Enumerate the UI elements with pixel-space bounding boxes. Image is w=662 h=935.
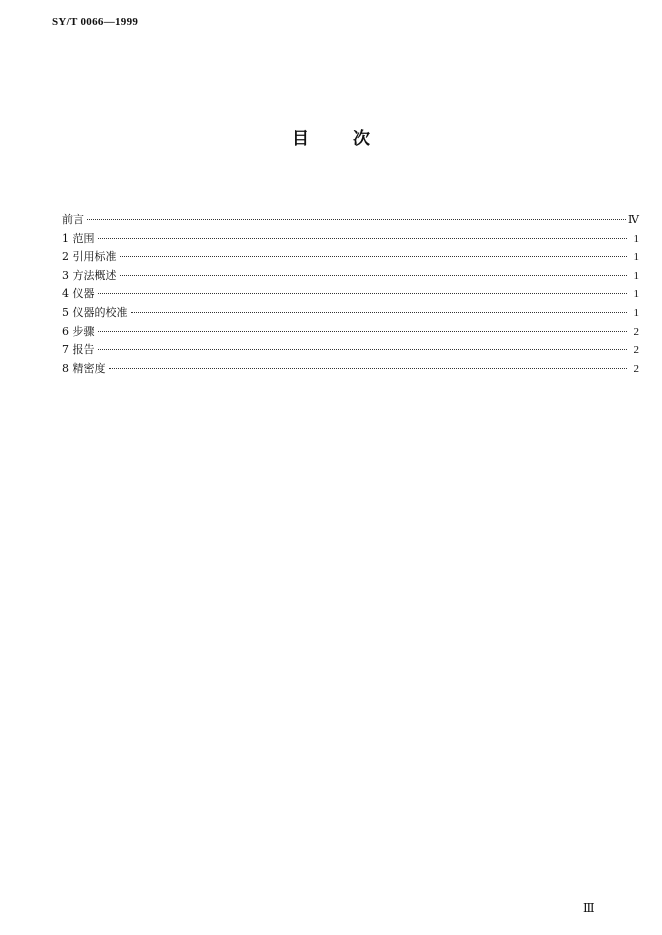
page-number: Ⅲ <box>583 901 595 915</box>
toc-leader-dots <box>131 312 628 313</box>
toc-entry-page: 1 <box>633 269 639 282</box>
toc-entry-label: 前言 <box>62 213 84 226</box>
page-title <box>0 124 662 149</box>
toc-entry-page: 2 <box>633 344 639 357</box>
toc-entry-label: 1 范围 <box>62 231 95 245</box>
toc-entry-references[interactable] <box>62 248 639 267</box>
toc-leader-dots <box>98 293 628 294</box>
toc-entry-page: 1 <box>633 232 639 245</box>
toc-leader-dots <box>120 256 628 257</box>
toc-entry-page: 1 <box>633 288 639 301</box>
toc-entry-page: 1 <box>633 251 639 264</box>
table-of-contents <box>62 211 639 378</box>
toc-entry-page: 2 <box>633 362 639 375</box>
toc-leader-dots <box>109 368 628 369</box>
toc-leader-dots <box>87 219 626 220</box>
toc-entry-label: 8 精密度 <box>62 361 106 375</box>
toc-entry-label: 7 报告 <box>62 343 95 357</box>
toc-entry-label: 6 步骤 <box>62 324 95 338</box>
toc-entry-page: 2 <box>633 325 639 338</box>
title-char-1: 目 <box>292 129 309 149</box>
toc-entry-apparatus[interactable] <box>62 285 639 304</box>
toc-leader-dots <box>98 349 628 350</box>
toc-entry-label: 3 方法概述 <box>62 268 117 282</box>
toc-entry-preface[interactable] <box>62 211 639 230</box>
toc-entry-report[interactable] <box>62 341 639 360</box>
title-char-2: 次 <box>353 129 370 149</box>
toc-entry-label: 5 仪器的校准 <box>62 305 128 319</box>
toc-leader-dots <box>120 275 628 276</box>
toc-entry-calibration[interactable] <box>62 304 639 323</box>
toc-entry-page: Ⅳ <box>628 214 639 226</box>
toc-entry-procedure[interactable] <box>62 323 639 342</box>
toc-entry-page: 1 <box>633 306 639 319</box>
toc-leader-dots <box>98 331 628 332</box>
toc-entry-scope[interactable] <box>62 230 639 249</box>
toc-entry-label: 2 引用标准 <box>62 250 117 264</box>
toc-entry-method-summary[interactable] <box>62 267 639 286</box>
standard-code: SY/T 0066—1999 <box>52 16 139 28</box>
toc-entry-precision[interactable] <box>62 360 639 379</box>
toc-leader-dots <box>98 238 628 239</box>
toc-entry-label: 4 仪器 <box>62 287 95 301</box>
